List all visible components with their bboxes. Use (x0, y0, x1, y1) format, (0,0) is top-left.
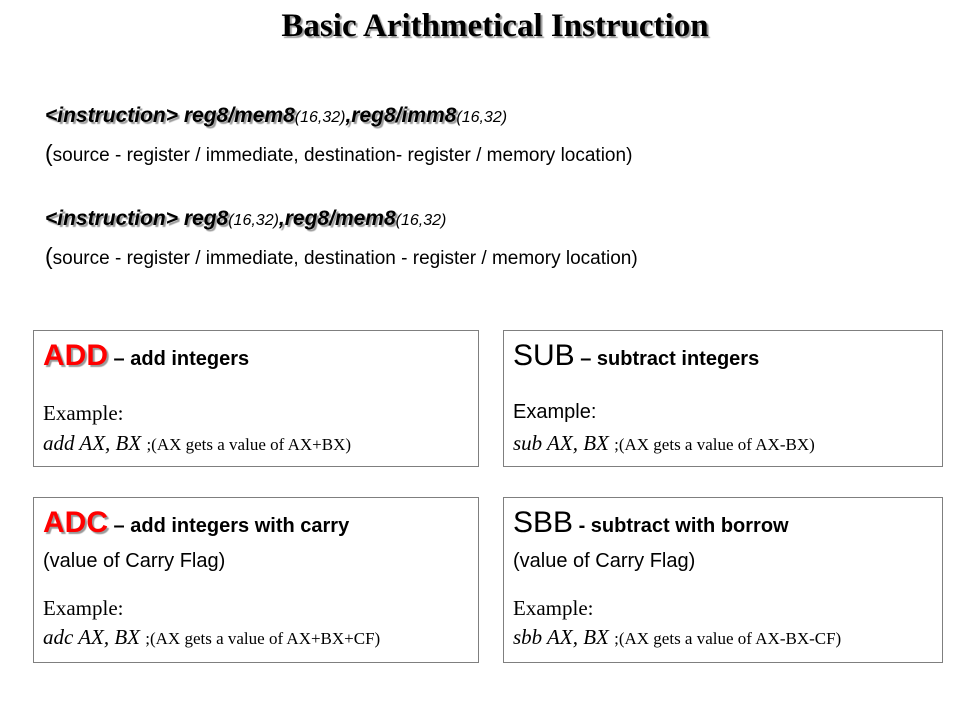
add-description: – add integers (108, 348, 250, 370)
add-example-label: Example: (43, 401, 124, 425)
syntax-1-size-b: (16,32) (456, 109, 508, 126)
sub-example-label: Example: (513, 401, 597, 423)
sbb-card (503, 497, 943, 663)
syntax-line-2 (45, 207, 446, 231)
sbb-description-note: (value of Carry Flag) (513, 550, 696, 572)
syntax-2-operands-a: <instruction> reg8 (45, 207, 229, 230)
sbb-example-comment: ;(AX gets a value of AX-BX-CF) (614, 629, 842, 648)
sbb-example-code: sbb AX, BX ;(AX gets a value of AX-BX-CF) (513, 625, 842, 649)
syntax-line-1 (45, 104, 507, 128)
page-title: Basic Arithmetical Instruction (281, 8, 709, 44)
add-heading (43, 339, 249, 373)
sbb-heading (513, 506, 789, 540)
syntax-1-description: (source - register / immediate, destination- register / memory location) (45, 140, 633, 166)
sub-description: – subtract integers (574, 348, 760, 370)
add-card (33, 330, 479, 467)
syntax-1-operands-b: ,reg8/imm8 (345, 104, 457, 127)
sub-mnemonic: SUB (513, 339, 575, 372)
sub-heading (513, 339, 759, 373)
adc-example-label: Example: (43, 596, 124, 620)
add-mnemonic: ADD (43, 339, 108, 372)
adc-card (33, 497, 479, 663)
sbb-description: - subtract with borrow (573, 515, 789, 537)
sub-example-code: sub AX, BX ;(AX gets a value of AX-BX) (513, 431, 815, 455)
sub-card (503, 330, 943, 467)
sbb-mnemonic: SBB (513, 506, 574, 539)
adc-mnemonic: ADC (43, 506, 108, 539)
adc-example-code: adc AX, BX ;(AX gets a value of AX+BX+CF) (43, 625, 381, 649)
syntax-2-size-b: (16,32) (395, 212, 447, 229)
syntax-2-description: (source - register / immediate, destination - register / memory location) (45, 243, 638, 269)
syntax-2-size-a: (16,32) (228, 212, 279, 229)
syntax-2-operands-b: ,reg8/mem8 (278, 207, 396, 230)
adc-description-note: (value of Carry Flag) (43, 550, 226, 572)
adc-heading (43, 506, 349, 540)
syntax-1-operands-a: <instruction> reg8/mem8 (45, 104, 295, 127)
adc-description: – add integers with carry (108, 515, 350, 537)
sbb-example-label: Example: (513, 596, 594, 620)
sub-example-comment: ;(AX gets a value of AX-BX) (614, 435, 815, 454)
add-example-comment: ;(AX gets a value of AX+BX) (146, 435, 352, 454)
add-example-code: add AX, BX ;(AX gets a value of AX+BX) (43, 431, 352, 455)
syntax-1-size-a: (16,32) (294, 109, 346, 126)
adc-example-comment: ;(AX gets a value of AX+BX+CF) (145, 629, 381, 648)
